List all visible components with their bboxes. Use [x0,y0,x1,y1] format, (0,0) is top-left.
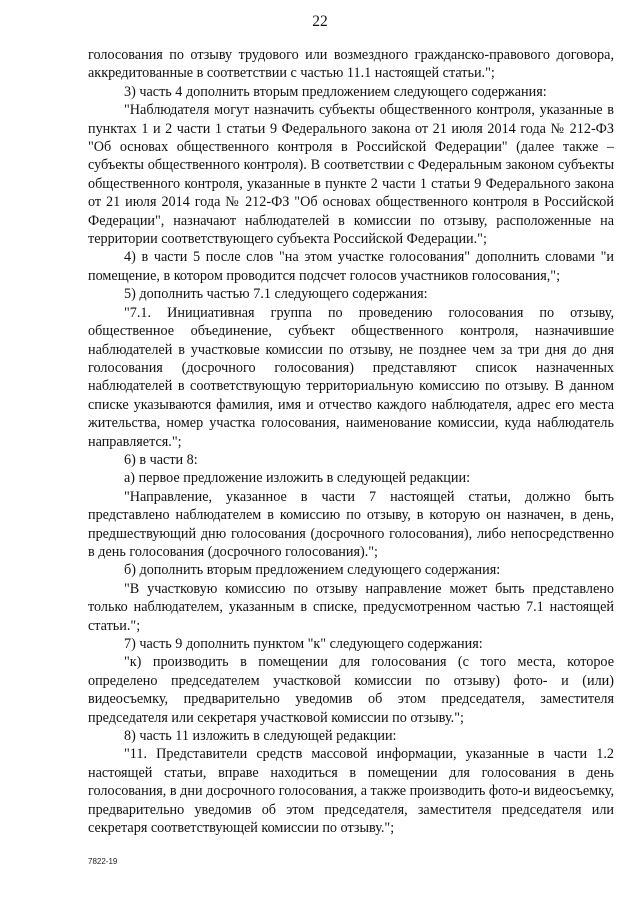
document-code: 7822-19 [88,857,118,866]
paragraph: 7) часть 9 дополнить пунктом "к" следующего содержания: [124,636,483,652]
paragraph: "Направление, указанное в части 7 настоящей статьи, должно быть представлено наблюдателем в комиссию по отзыву, в которую он назначен, в день, предшествующий дню голосования (досрочного голосования), либо непосредственно в день голосования (досрочного голосования)."; [88,488,614,560]
paragraph: "Наблюдателя могут назначить субъекты общественного контроля, указанные в пунктах 1 и 2 части 1 статьи 9 Федерального закона от 21 июля 2014 года № 212-ФЗ "Об основах общественного контроля в Российской Федерации" (далее также – субъекты общественного контроля). В соответствии с Федеральным законом субъекты общественного контроля, указанные в пункте 2 части 1 статьи 9 Федерального закона от 21 июля 2014 года № 212-ФЗ "Об основах общественного контроля в Российской Федерации", назначают наблюдателей в комиссии по отзыву, расположенные на территории соответствующего субъекта Российской Федерации."; [88,102,614,248]
paragraph: голосования по отзыву трудового или возмездного гражданско-правового договора, аккредитованные в соответствии с частью 11.1 настоящей статьи."; [88,47,614,82]
paragraph: а) первое предложение изложить в следующей редакции: [124,470,471,487]
paragraph: 6) в части 8: [124,451,198,468]
paragraph: б) дополнить вторым предложением следующего содержания: [124,562,501,579]
paragraph: "11. Представители средств массовой информации, указанные в части 1.2 настоящей статьи, вправе находиться в помещении для голосования в день голосования, в дни досрочного голосования, а также производить фото-и видеосъемку, предварительно уведомив об этом председателя, заместителя председателя или секретаря соответствующей комиссии по отзыву."; [88,746,615,837]
paragraph: 8) часть 11 изложить в следующей редакции: [124,728,397,745]
paragraph: "7.1. Инициативная группа по проведению голосования по отзыву, общественное объединение, субъект общественного контроля, назначившие наблюдателей в участковые комиссии по отзыву, не позднее чем за три дня до дня голосования (досрочного голосования) представляют список назначенных наблюдателей в соответствующую территориальную комиссию по отзыву. В данном списке указываются фамилия, имя и отчество каждого наблюдателя, адрес его места жительства, номер участка голосования, наименование комиссии, куда наблюдатель направляется."; [88,304,614,450]
paragraph: 4) в части 5 после слов "на этом участке голосования" дополнить словами "и помещение, в котором проводится подсчет голосов участников голосования,"; [88,249,614,284]
paragraph: 3) часть 4 дополнить вторым предложением следующего содержания: [124,83,547,100]
page-number: 22 [312,13,328,30]
paragraph: "В участковую комиссию по отзыву направление может быть представлено только наблюдателем, указанным в списке, предусмотренном частью 7.1 настоящей статьи."; [88,580,614,634]
document-body [88,46,614,837]
paragraph: 5) дополнить частью 7.1 следующего содержания: [124,286,428,303]
paragraph: "к) производить в помещении для голосования (с того места, которое определено председателем участковой комиссии по отзыву) фото- и (или) видеосъемку, предварительно уведомив об этом председателя, заместителя председателя или секретаря участковой комиссии по отзыву."; [88,654,614,726]
